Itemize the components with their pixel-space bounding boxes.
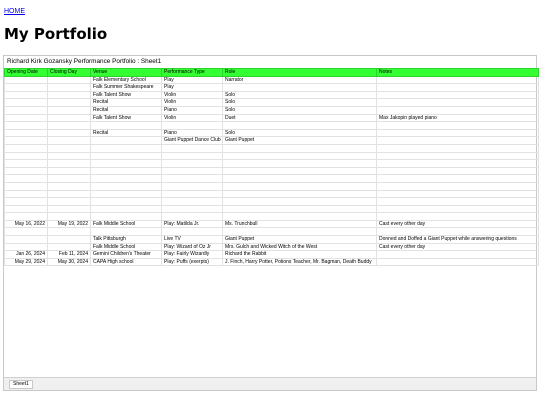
table-cell[interactable]	[48, 213, 91, 221]
table-row	[5, 144, 539, 152]
table-cell[interactable]: Narrator	[223, 76, 377, 84]
table-cell[interactable]	[377, 182, 539, 190]
table-cell[interactable]	[48, 175, 91, 183]
table-row	[5, 220, 539, 228]
table-cell[interactable]	[377, 160, 539, 168]
table-cell[interactable]	[5, 144, 48, 152]
table-cell[interactable]: Play: Wizard of Oz Jr	[162, 243, 223, 251]
table-cell[interactable]	[5, 167, 48, 175]
table-row	[5, 160, 539, 168]
table-cell[interactable]	[377, 106, 539, 114]
table-cell[interactable]	[223, 198, 377, 206]
table-cell[interactable]: Piano	[162, 129, 223, 137]
table-cell[interactable]	[48, 198, 91, 206]
table-cell[interactable]	[48, 99, 91, 107]
table-cell[interactable]	[48, 106, 91, 114]
table-cell[interactable]	[162, 167, 223, 175]
table-cell[interactable]	[5, 129, 48, 137]
table-cell[interactable]: Solo	[223, 106, 377, 114]
table-cell[interactable]	[377, 228, 539, 236]
table-cell[interactable]	[48, 160, 91, 168]
table-cell[interactable]: Play	[162, 76, 223, 84]
table-cell[interactable]: Play: Puffs (exerpts)	[162, 258, 223, 266]
table-row	[5, 251, 539, 259]
table-cell[interactable]: Piano	[162, 106, 223, 114]
table-cell[interactable]	[48, 190, 91, 198]
table-cell[interactable]	[48, 152, 91, 160]
table-cell[interactable]: Play	[162, 84, 223, 92]
table-row	[5, 213, 539, 221]
home-link[interactable]: HOME	[4, 8, 25, 15]
table-cell[interactable]	[5, 236, 48, 244]
table-row	[5, 236, 539, 244]
table-cell[interactable]: CAPA High school	[91, 258, 162, 266]
table-cell[interactable]: Giant Puppet	[223, 236, 377, 244]
table-cell[interactable]: J. Finch, Harry Potter, Potions Teacher, Mr. Bagman, Death Buddy	[223, 258, 377, 266]
table-cell[interactable]	[91, 152, 162, 160]
table-cell[interactable]	[5, 99, 48, 107]
column-header[interactable]: Performance Type	[162, 69, 223, 77]
table-cell[interactable]: Gemini Children's Theater	[91, 251, 162, 259]
table-cell[interactable]	[48, 91, 91, 99]
table-cell[interactable]: May 30, 2024	[48, 258, 91, 266]
table-row	[5, 122, 539, 130]
column-header[interactable]: Opening Date	[5, 69, 48, 77]
table-row	[5, 91, 539, 99]
table-cell[interactable]	[5, 152, 48, 160]
sheet-tab-strip	[4, 377, 536, 390]
table-cell[interactable]	[377, 129, 539, 137]
table-cell[interactable]: Solo	[223, 99, 377, 107]
header-row	[5, 69, 539, 77]
table-cell[interactable]: Solo	[223, 129, 377, 137]
table-cell[interactable]	[5, 137, 48, 145]
table-cell[interactable]	[48, 228, 91, 236]
page-title: My Portfolio	[4, 25, 108, 43]
table-cell[interactable]	[91, 144, 162, 152]
table-row	[5, 129, 539, 137]
table-cell[interactable]	[162, 122, 223, 130]
table-cell[interactable]	[377, 205, 539, 213]
table-cell[interactable]	[377, 175, 539, 183]
table-cell[interactable]	[377, 122, 539, 130]
table-cell[interactable]: Talk Pittsburgh	[91, 236, 162, 244]
table-cell[interactable]	[48, 122, 91, 130]
table-cell[interactable]	[48, 137, 91, 145]
spreadsheet-embed[interactable]	[3, 55, 537, 391]
table-cell[interactable]: Violin	[162, 99, 223, 107]
table-cell[interactable]	[377, 152, 539, 160]
table-cell[interactable]	[223, 228, 377, 236]
table-cell[interactable]: Jan 26, 2024	[5, 251, 48, 259]
column-header[interactable]: Closing Day	[48, 69, 91, 77]
table-cell[interactable]: Play: Matilda Jr.	[162, 220, 223, 228]
table-cell[interactable]: Recital	[91, 129, 162, 137]
table-cell[interactable]: Falk Elementary School	[91, 76, 162, 84]
table-cell[interactable]: Duet	[223, 114, 377, 122]
table-row	[5, 243, 539, 251]
table-row	[5, 182, 539, 190]
table-cell[interactable]	[5, 243, 48, 251]
table-row	[5, 167, 539, 175]
table-row	[5, 190, 539, 198]
table-cell[interactable]: Falk Talent Show	[91, 91, 162, 99]
table-row	[5, 175, 539, 183]
table-cell[interactable]	[91, 190, 162, 198]
table-cell[interactable]	[377, 213, 539, 221]
table-cell[interactable]	[223, 182, 377, 190]
table-cell[interactable]	[162, 175, 223, 183]
table-cell[interactable]	[91, 198, 162, 206]
table-cell[interactable]	[223, 84, 377, 92]
table-cell[interactable]	[91, 213, 162, 221]
table-cell[interactable]: Falk Middle School	[91, 243, 162, 251]
table-row	[5, 84, 539, 92]
table-cell[interactable]	[162, 182, 223, 190]
table-cell[interactable]	[223, 213, 377, 221]
table-cell[interactable]	[48, 144, 91, 152]
table-cell[interactable]	[91, 160, 162, 168]
table-cell[interactable]	[91, 137, 162, 145]
table-cell[interactable]	[48, 167, 91, 175]
table-cell[interactable]	[377, 99, 539, 107]
table-cell[interactable]: Feb 11, 2024	[48, 251, 91, 259]
table-cell[interactable]: Max Jakopin played piano	[377, 114, 539, 122]
table-cell[interactable]: Violin	[162, 114, 223, 122]
table-row	[5, 205, 539, 213]
table-cell[interactable]	[5, 228, 48, 236]
column-header[interactable]: Role	[223, 69, 377, 77]
table-cell[interactable]	[48, 243, 91, 251]
table-cell[interactable]	[5, 182, 48, 190]
table-cell[interactable]: May 19, 2022	[48, 220, 91, 228]
table-cell[interactable]	[5, 213, 48, 221]
table-cell[interactable]	[48, 129, 91, 137]
table-row	[5, 258, 539, 266]
table-cell[interactable]	[5, 198, 48, 206]
table-cell[interactable]	[91, 228, 162, 236]
table-cell[interactable]	[223, 190, 377, 198]
table-cell[interactable]	[162, 198, 223, 206]
table-cell[interactable]: Donned and Doffed a Giant Puppet while answering questions	[377, 236, 539, 244]
table-cell[interactable]	[48, 236, 91, 244]
table-cell[interactable]: May 29, 2024	[5, 258, 48, 266]
table-cell[interactable]	[223, 160, 377, 168]
table-cell[interactable]: Falk Talent Show	[91, 114, 162, 122]
table-cell[interactable]	[48, 114, 91, 122]
table-cell[interactable]	[377, 76, 539, 84]
table-cell[interactable]	[377, 91, 539, 99]
table-cell[interactable]	[5, 91, 48, 99]
table-cell[interactable]	[5, 114, 48, 122]
table-cell[interactable]: Play: Fairly Wizardly	[162, 251, 223, 259]
table-cell[interactable]	[5, 190, 48, 198]
table-cell[interactable]	[48, 84, 91, 92]
sheet-title: Richard Kirk Gozansky Performance Portfolio : Sheet1	[7, 58, 162, 65]
table-row	[5, 137, 539, 145]
table-cell[interactable]	[377, 84, 539, 92]
performance-table	[4, 68, 539, 266]
table-cell[interactable]: Ms. Trunchbull	[223, 220, 377, 228]
table-cell[interactable]: Solo	[223, 91, 377, 99]
table-cell[interactable]	[91, 205, 162, 213]
table-cell[interactable]	[223, 205, 377, 213]
table-cell[interactable]	[91, 175, 162, 183]
table-cell[interactable]: Falk Summer Shakespeare	[91, 84, 162, 92]
table-cell[interactable]	[377, 258, 539, 266]
table-cell[interactable]	[162, 190, 223, 198]
table-cell[interactable]: Giant Puppet	[223, 137, 377, 145]
table-row	[5, 152, 539, 160]
table-cell[interactable]	[48, 205, 91, 213]
table-cell[interactable]	[162, 205, 223, 213]
table-row	[5, 99, 539, 107]
table-cell[interactable]: Cast every other day	[377, 243, 539, 251]
table-cell[interactable]	[5, 106, 48, 114]
table-cell[interactable]	[5, 205, 48, 213]
table-cell[interactable]: May 16, 2022	[5, 220, 48, 228]
table-cell[interactable]	[91, 122, 162, 130]
table-cell[interactable]	[377, 144, 539, 152]
table-cell[interactable]	[5, 160, 48, 168]
table-cell[interactable]	[48, 76, 91, 84]
table-cell[interactable]	[91, 167, 162, 175]
table-cell[interactable]	[5, 76, 48, 84]
table-cell[interactable]	[5, 175, 48, 183]
table-cell[interactable]	[223, 167, 377, 175]
table-cell[interactable]: Giant Puppet Dance Club	[162, 137, 223, 145]
table-row	[5, 114, 539, 122]
table-cell[interactable]: Violin	[162, 91, 223, 99]
table-row	[5, 76, 539, 84]
table-row	[5, 228, 539, 236]
table-cell[interactable]	[377, 137, 539, 145]
table-cell[interactable]: Falk Middle School	[91, 220, 162, 228]
sheet-tab[interactable]: Sheet1	[9, 380, 33, 389]
table-cell[interactable]	[162, 228, 223, 236]
table-cell[interactable]	[377, 198, 539, 206]
table-cell[interactable]	[377, 190, 539, 198]
table-cell[interactable]: Recital	[91, 106, 162, 114]
table-cell[interactable]: Cast every other day	[377, 220, 539, 228]
table-cell[interactable]	[91, 182, 162, 190]
table-cell[interactable]	[162, 213, 223, 221]
table-row	[5, 198, 539, 206]
table-row	[5, 106, 539, 114]
table-cell[interactable]: Mrs. Gulch and Wicked Witch of the West	[223, 243, 377, 251]
column-header[interactable]: Notes	[377, 69, 539, 77]
table-cell[interactable]	[377, 167, 539, 175]
table-cell[interactable]: Live TV	[162, 236, 223, 244]
table-cell[interactable]: Recital	[91, 99, 162, 107]
table-cell[interactable]	[5, 84, 48, 92]
table-cell[interactable]: Richard the Rabbit	[223, 251, 377, 259]
column-header[interactable]: Venue	[91, 69, 162, 77]
table-cell[interactable]	[162, 144, 223, 152]
table-cell[interactable]	[223, 152, 377, 160]
table-cell[interactable]	[5, 122, 48, 130]
table-cell[interactable]	[162, 152, 223, 160]
table-cell[interactable]	[377, 251, 539, 259]
table-cell[interactable]	[48, 182, 91, 190]
table-cell[interactable]	[223, 122, 377, 130]
table-cell[interactable]	[162, 160, 223, 168]
table-cell[interactable]	[223, 144, 377, 152]
table-cell[interactable]	[223, 175, 377, 183]
